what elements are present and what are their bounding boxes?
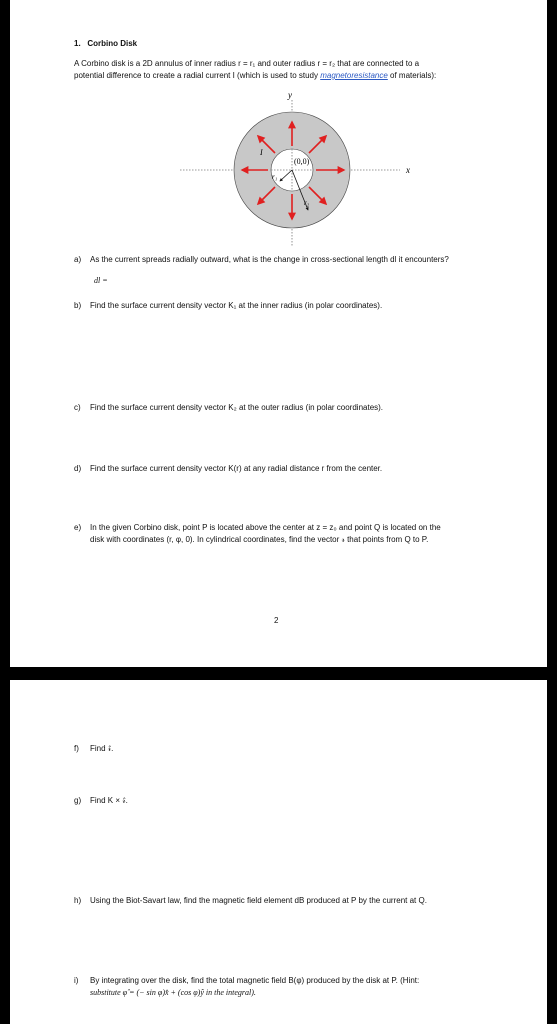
outer-radius-label: r₂ xyxy=(304,199,310,207)
part-h-text: Using the Biot-Savart law, find the magnetic field element dB produced at P by the current at Q. xyxy=(90,896,427,905)
problem-number: 1. xyxy=(74,39,81,48)
corbino-disk-diagram xyxy=(170,88,430,248)
current-label: I xyxy=(260,148,263,157)
part-f-label: f) xyxy=(74,744,79,753)
part-a-label: a) xyxy=(74,255,82,264)
inner-radius-label: r₁ xyxy=(272,173,278,181)
part-g-label: g) xyxy=(74,796,82,805)
part-c-label: c) xyxy=(74,403,81,412)
intro-line-1: A Corbino disk is a 2D annulus of inner radius r = r₁ and outer radius r = r₂ that are connected to a xyxy=(74,59,420,68)
x-axis-label: x xyxy=(406,165,410,175)
intro-line-2 xyxy=(74,70,436,81)
intro-text-pre: potential difference to create a radial current I (which is used to study xyxy=(74,71,321,80)
page-number: 2 xyxy=(274,616,279,625)
part-a-text: As the current spreads radially outward, what is the change in cross-sectional length dl it encounters? xyxy=(90,255,449,264)
part-i-label: i) xyxy=(74,976,79,985)
part-e-line-2: disk with coordinates (r, φ, 0). In cylindrical coordinates, find the vector 𝓇 that points from Q to P. xyxy=(90,535,429,544)
origin-label: (0,0) xyxy=(294,157,310,166)
page-2 xyxy=(10,680,547,1024)
part-a-answer-prefix: dl = xyxy=(94,276,108,285)
problem-heading xyxy=(74,38,137,49)
problem-title: Corbino Disk xyxy=(87,39,138,48)
intro-text-post: of materials): xyxy=(387,71,437,80)
part-h-label: h) xyxy=(74,896,82,905)
part-b-text: Find the surface current density vector K₁ at the inner radius (in polar coordinates). xyxy=(90,301,383,310)
part-e-line-1: In the given Corbino disk, point P is located above the center at z = z₀ and point Q is located on the xyxy=(90,523,441,532)
part-g-text: Find K × 𝓇̂. xyxy=(90,796,128,805)
y-axis-label: y xyxy=(288,90,292,100)
part-f-text: Find 𝓇̂. xyxy=(90,744,114,753)
part-d-text: Find the surface current density vector K(r) at any radial distance r from the center. xyxy=(90,464,383,473)
part-c-text: Find the surface current density vector K₂ at the outer radius (in polar coordinates). xyxy=(90,403,384,412)
magnetoresistance-link[interactable]: magnetoresistance xyxy=(320,71,388,80)
page-1 xyxy=(10,0,547,667)
part-i-line-2: substitute φ̂ = (− sin φ)x̂ + (cos φ)ŷ in the integral). xyxy=(90,988,256,997)
part-d-label: d) xyxy=(74,464,82,473)
part-i-line-1: By integrating over the disk, find the total magnetic field B(φ) produced by the disk at P. (Hint: xyxy=(90,976,420,985)
part-e-label: e) xyxy=(74,523,82,532)
part-b-label: b) xyxy=(74,301,82,310)
